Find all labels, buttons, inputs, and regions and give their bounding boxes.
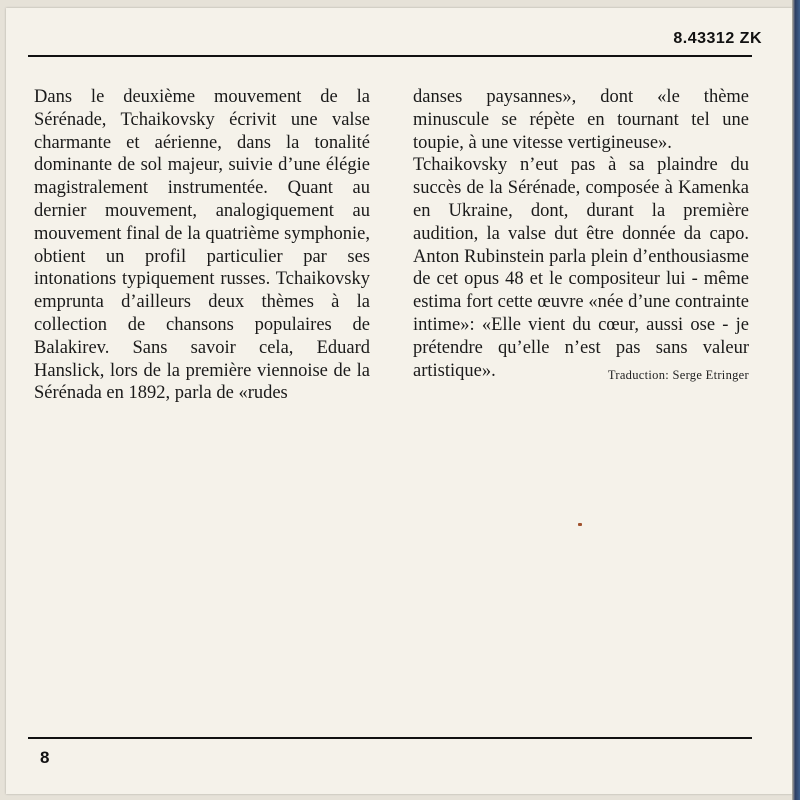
right-column-paragraph-1: danses paysannes», dont «le thème minuscule se répète en tournant tel une toupie, à une vitesse vertigineuse». (413, 87, 749, 153)
footer-rule (28, 737, 752, 739)
translation-credit: Traduction: Serge Etringer (607, 367, 749, 382)
right-column (413, 86, 749, 386)
left-column (34, 86, 370, 405)
page-number: 8 (40, 748, 50, 767)
right-column-paragraph-2 (413, 154, 749, 382)
left-column-text: Dans le deuxième mouvement de la Sérénade, Tchaikovsky écrivit une valse charmante et aérienne, dans la tonalité dominante de sol majeur, suivie d’une élégie magistralement instrumentée. Quant au dernier mouvement, analogiquement au mouvement final de la quatrième symphonie, obtient un profil particulier par ses intonations typiquement russes. Tchaikovsky emprunta d’ailleurs deux thèmes à la collection de chansons populaires de Balakirev. Sans savoir cela, Eduard Hanslick, lors de la première viennoise de la Sérénada en 1892, parla de «rudes (34, 87, 370, 404)
cover-edge (792, 0, 800, 800)
header-rule (28, 55, 752, 57)
catalog-number: 8.43312 ZK (673, 30, 762, 47)
print-speck (578, 523, 582, 526)
right-column-paragraph-2-text: Tchaikovsky n’eut pas à sa plaindre du succès de la Sérénade, composée à Kamenka en Ukraine, dont, durant la première audition, la valse dut être donnée da capo. Anton Rubinstein parla plein d’enthousiasme de cet opus 48 et le compositeur lui - même estima fort cette œuvre «née d’une contrainte intime»: «Elle vient du cœur, aussi ose - je prétendre qu’elle n’est pas sans valeur artistique». (413, 155, 749, 381)
